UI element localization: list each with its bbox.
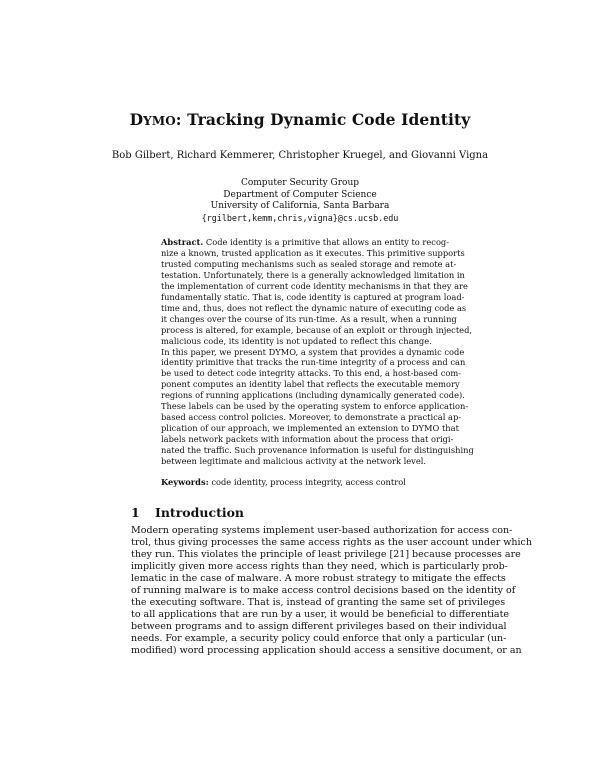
title-system-initial: D [129, 110, 144, 129]
author-list: Bob Gilbert, Richard Kemmerer, Christopher Kruegel, and Giovanni Vigna [111, 150, 489, 161]
keywords-text: code identity, process integrity, access control [211, 477, 406, 487]
section-title: Introduction [155, 505, 245, 520]
body-line: the executing software. That is, instead of granting the same set of privileges [131, 597, 506, 609]
abstract-line: based access control policies. Moreover, to demonstrate a practical ap- [161, 412, 462, 423]
abstract-line: These labels can be used by the operating system to enforce application- [161, 401, 469, 412]
body-line: lematic in the case of malware. A more robust strategy to mitigate the effects [131, 573, 506, 585]
body-line: Modern operating systems implement user-based authorization for access con- [131, 525, 513, 536]
abstract-line: identity primitive that tracks the run-time integrity of a process and can [161, 357, 466, 368]
abstract-line: ponent computes an identity label that reflects the executable memory [161, 379, 460, 390]
affiliation-university: University of California, Santa Barbara [210, 201, 390, 211]
body-line: between programs and to assign different privileges based on their individual [131, 621, 507, 633]
abstract-line: In this paper, we present DYMO, a system that provides a dynamic code [161, 346, 465, 357]
abstract-line: nize a known, trusted application as it executes. This primitive supports [161, 247, 465, 258]
abstract-line: testation. Unfortunately, there is a generally acknowledged limitation in [161, 269, 465, 280]
abstract-line: time and, thus, does not reflect the dynamic nature of executing code as [161, 302, 467, 313]
abstract-line: regions of running applications (including dynamically generated code). [161, 390, 465, 401]
body-line: modified) word processing application should access a sensitive document, or an [131, 645, 522, 657]
introduction-text [131, 525, 532, 658]
abstract-line: the implementation of current code identity mechanisms in that they are [161, 280, 468, 291]
section-heading [131, 505, 244, 520]
section-number: 1 [131, 505, 140, 520]
abstract [161, 237, 474, 467]
abstract-label: Abstract. [161, 237, 204, 247]
body-line: needs. For example, a security policy could enforce that only a particular (un- [131, 633, 507, 645]
paper-title [0, 110, 600, 129]
body-line: implicitly given more access rights than they need, which is particularly prob- [131, 561, 508, 573]
body-line: to all applications that are run by a user, it would be beneficial to differentiate [131, 609, 510, 621]
title-rest: : Tracking Dynamic Code Identity [175, 110, 471, 129]
body-line: they run. This violates the principle of least privilege [21] because processes are [131, 549, 521, 561]
keywords-label: Keywords: [161, 477, 209, 487]
body-line: trol, thus giving processes the same access rights as the user account under which [131, 537, 532, 549]
abstract-line: nated the traffic. Such provenance information is useful for distinguishing [161, 445, 474, 456]
abstract-line: be used to detect code integrity attacks. To this end, a host-based com- [161, 368, 462, 379]
abstract-line: trusted computing mechanisms such as sealed storage and remote at- [161, 258, 457, 269]
title-system-rest: YMO [143, 114, 176, 128]
affiliation-block [0, 178, 600, 224]
abstract-line: process is altered, for example, because of an exploit or through injected, [161, 324, 473, 335]
abstract-line: malicious code, its identity is not updated to reflect this change. [161, 335, 432, 346]
body-line: of running malware is to make access control decisions based on the identity of [131, 585, 516, 597]
abstract-line: Abstract. Code identity is a primitive that allows an entity to recog- [161, 237, 450, 247]
abstract-line: fundamentally static. That is, code identity is captured at program load- [161, 291, 465, 302]
keywords [161, 477, 443, 487]
affiliation-group: Computer Security Group [240, 178, 360, 188]
abstract-line: labels network packets with information about the process that origi- [161, 434, 454, 445]
abstract-line: plication of our approach, we implemented an extension to DYMO that [161, 423, 459, 434]
abstract-line: it changes over the course of its run-time. As a result, when a running [161, 313, 457, 324]
affiliation-department: Department of Computer Science [223, 189, 377, 200]
author-emails: {rgilbert,kemm,chris,vigna}@cs.ucsb.edu [201, 212, 399, 223]
abstract-line: between legitimate and malicious activity at the network level. [161, 456, 427, 467]
